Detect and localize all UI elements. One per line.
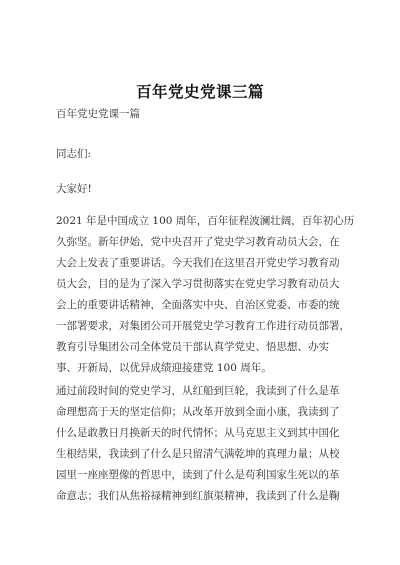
paragraph-2 <box>56 381 346 507</box>
paragraph-line: 事、开新局，以优异成绩迎接建党 100 周年。 <box>56 362 272 374</box>
paragraph-line: 命意志；我们从焦裕禄精神到红旗渠精神，我读到了什么是鞠 <box>56 490 340 502</box>
paragraph-line: 什么是敢教日月换新天的时代情怀；从马克思主义到其中国化 <box>56 427 340 439</box>
paragraph-line: 教育引导集团公司全体党员干部认真学党史、悟思想、办实 <box>56 341 329 353</box>
salutation: 大家好! <box>56 183 92 195</box>
paragraph-line: 通过前段时间的党史学习，从红船到巨轮，我读到了什么是革 <box>56 385 340 397</box>
page-title: 百年党史党课三篇 <box>135 82 264 101</box>
paragraph-line: 大会上发表了重要讲话。今天我们在这里召开党史学习教育动 <box>56 257 340 269</box>
paragraph-line: 园里一座座塑像的哲思中，读到了什么是苟利国家生死以的革 <box>56 469 340 481</box>
paragraph-1 <box>56 211 355 379</box>
greeting: 同志们: <box>56 148 92 160</box>
paragraph-line: 命理想高于天的坚定信仰；从改革开放到全面小康，我读到了 <box>56 406 340 418</box>
paragraph-line: 2021 年是中国成立 100 周年，百年征程波澜壮阔，百年初心历 <box>56 215 355 227</box>
paragraph-line: 会上的重要讲话精神，全面落实中央、自治区党委、市委的统 <box>56 299 340 311</box>
paragraph-line: 员大会，目的是为了深入学习贯彻落实在党史学习教育动员大 <box>56 278 340 290</box>
document-subtitle: 百年党史党课一篇 <box>56 108 140 120</box>
paragraph-line: 久弥坚。新年伊始，党中央召开了党史学习教育动员大会，在 <box>56 236 340 248</box>
paragraph-line: 生根结果，我读到了什么是只留清气满乾坤的真理力量；从校 <box>56 448 340 460</box>
paragraph-line: 一部署要求，对集团公司开展党史学习教育工作进行动员部署， <box>56 320 350 332</box>
